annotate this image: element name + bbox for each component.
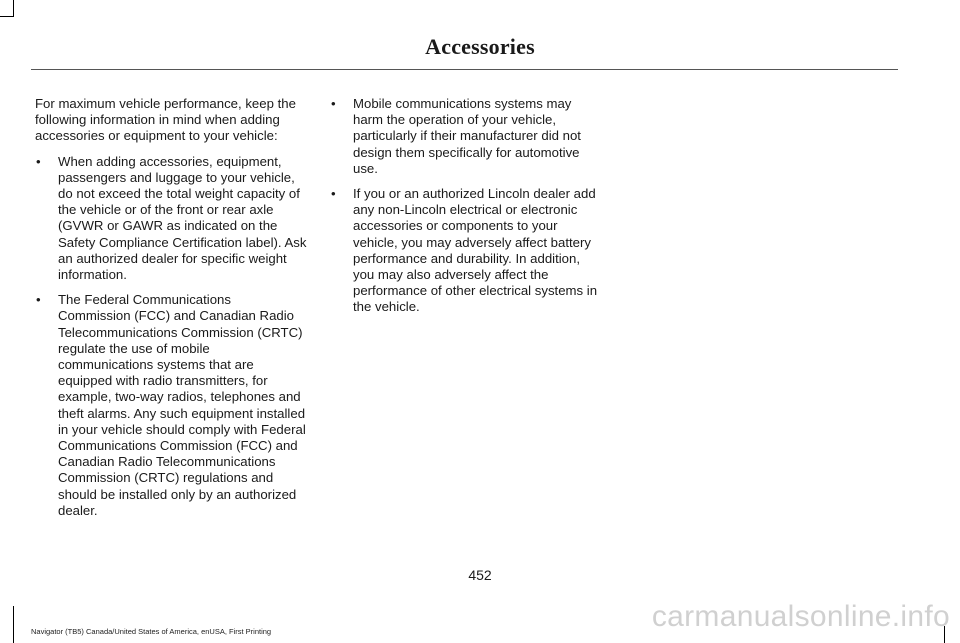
crop-mark-top-left-horizontal — [0, 16, 14, 17]
list-item — [35, 154, 307, 284]
crop-mark-bottom-left-vertical — [13, 606, 14, 643]
list-item — [330, 186, 602, 316]
header-divider — [31, 69, 898, 70]
list-item — [330, 96, 602, 177]
right-column — [330, 96, 602, 325]
left-bullet-list — [35, 154, 307, 519]
list-item-text: The Federal Communications Commission (FCC) and Canadian Radio Telecommunications Commission (CRTC) regulate the use of mobile communications systems that are equipped with radio transmitters, for example, two-way radios, telephones and theft alarms. Any such equipment installed in your vehicle should comply with Federal Communications Commission (FCC) and Canadian Radio Telecommunications Commission (CRTC) regulations and should be installed only by an authorized dealer. — [58, 292, 306, 518]
bullet-icon: • — [331, 96, 336, 111]
left-column — [35, 96, 307, 528]
page-title: Accessories — [425, 34, 535, 59]
bullet-icon: • — [36, 153, 41, 169]
page-number: 452 — [468, 567, 492, 583]
list-item-text: If you or an authorized Lincoln dealer add any non-Lincoln electrical or electronic accessories or components to your vehicle, you may adversely affect battery performance and durability. In addition, you may also adversely affect the performance of other electrical systems in the vehicle. — [353, 186, 598, 315]
crop-mark-top-left-vertical — [13, 0, 14, 17]
footer-edition-text: Navigator (TB5) Canada/United States of America, enUSA, First Printing — [31, 627, 272, 636]
right-bullet-list — [330, 96, 602, 316]
bullet-icon: • — [331, 186, 336, 202]
watermark: carmanualsonline.info — [651, 600, 950, 633]
list-item-text: Mobile communications systems may harm the operation of your vehicle, particularly if their manufacturer did not design them specifically for automotive use. — [353, 96, 581, 176]
list-item-text: When adding accessories, equipment, passengers and luggage to your vehicle, do not exceed the total weight capacity of the vehicle or of the front or rear axle (GVWR or GAWR as indicated on the Safety Compliance Certification label). Ask an authorized dealer for specific weight information. — [58, 153, 307, 283]
bullet-icon: • — [36, 292, 41, 308]
list-item — [35, 292, 307, 519]
intro-paragraph: For maximum vehicle performance, keep the following information in mind when adding accessories or equipment to your vehicle: — [35, 96, 296, 144]
